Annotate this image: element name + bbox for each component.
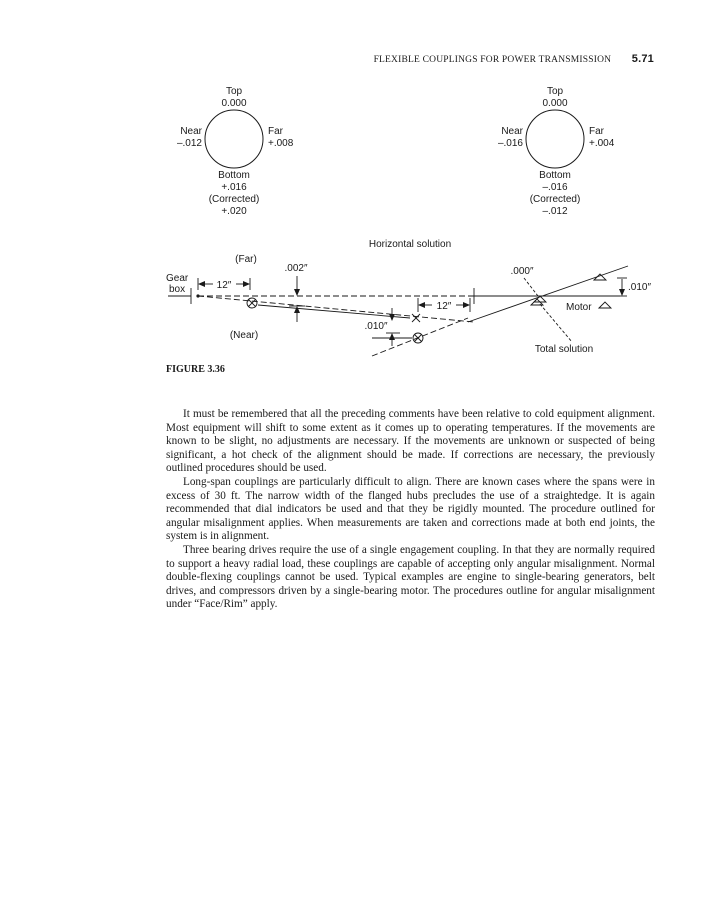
- far-label: (Far): [235, 254, 257, 265]
- figure-caption: FIGURE 3.36: [166, 364, 225, 375]
- dial-left-near-label: Near: [180, 126, 202, 137]
- dial-right-corrected-value: –.012: [542, 206, 568, 217]
- horizontal-solution-diagram: [166, 239, 651, 356]
- offset-002: .002″: [284, 263, 308, 274]
- gearbox-slope-line: [198, 296, 474, 322]
- coupling-cross: [412, 314, 420, 322]
- dial-right-near-label: Near: [501, 126, 523, 137]
- indicator-marker-left: [247, 298, 257, 308]
- dial-right-bottom-value: –.016: [542, 182, 568, 193]
- dial-left-bottom-label: Bottom: [218, 170, 250, 181]
- near-slope-line: [258, 305, 410, 318]
- dial-right-top-value: 0.000: [542, 98, 568, 109]
- dial-right-top-label: Top: [546, 86, 564, 97]
- dial-left-far-value: +.008: [268, 138, 294, 149]
- offset-010-mid: .010″: [364, 321, 388, 332]
- paragraph-1: It must be remembered that all the preceding comments have been relative to cold equipment alignment. Most equipment will shift to some extent as it comes up to operating temperatures. If the movements are known to be slight, no adjustments are necessary. If the movements are unknown or suspected of being significant, a hot check of the alignment should be made. If corrections are necessary, the previously outlined procedures should be used.: [166, 408, 655, 475]
- dial-right-bottom-label: Bottom: [539, 170, 571, 181]
- dial-right-corrected-label: (Corrected): [529, 194, 581, 205]
- dial-left-circle: [205, 110, 263, 168]
- body-text: [166, 408, 655, 612]
- dial-left-near-value: –.012: [176, 138, 202, 149]
- dial-left-top-value: 0.000: [221, 98, 247, 109]
- motor-foot-rear: [599, 302, 611, 308]
- dial-right-near-value: –.016: [497, 138, 523, 149]
- dial-left-top-label: Top: [225, 86, 243, 97]
- dial-left-corrected-value: +.020: [221, 206, 247, 217]
- dial-left: [177, 86, 294, 217]
- figure-3-36: [0, 0, 718, 380]
- total-solution-label: Total solution: [534, 344, 594, 355]
- dial-right-far-value: +.004: [589, 138, 615, 149]
- dial-right-circle: [526, 110, 584, 168]
- gearbox-label-line2: box: [169, 284, 186, 295]
- gearbox-label-line1: Gear: [166, 273, 189, 284]
- dim-left-span: 12″: [216, 280, 232, 291]
- running-title: FLEXIBLE COUPLINGS FOR POWER TRANSMISSION: [373, 55, 612, 65]
- offset-000: .000″: [510, 266, 534, 277]
- paragraph-3: Three bearing drives require the use of a single engagement coupling. In that they are normally required to support a heavy radial load, these couplings are capable of accepting only angular misalignment. Normal double-flexing couplings cannot be used. Typical examples are engine to single-bearing generators, belt drives, and compressors driven by a single-bearing motor. The procedures outline for angular misalignment under “Face/Rim” apply.: [166, 543, 655, 611]
- dial-left-corrected-label: (Corrected): [208, 194, 260, 205]
- dial-left-bottom-value: +.016: [221, 182, 247, 193]
- dial-right: [498, 86, 615, 217]
- horizontal-solution-title: Horizontal solution: [368, 239, 452, 250]
- paragraph-2: Long-span couplings are particularly difficult to align. There are known cases where the spans were in excess of 30 ft. The narrow width of the flanged hubs precludes the use of a straightedge. It is again recommended that dial indicators be used and that they be rigidly mounted. The procedure outlined for angular misalignment applies. When measurements are taken and corrections made at both end joints, the system is in alignment.: [166, 475, 655, 543]
- page-number: 5.71: [631, 53, 654, 65]
- dial-left-far-label: Far: [268, 126, 283, 137]
- offset-000-leader: [524, 278, 538, 296]
- dim-mid-span: 12″: [436, 301, 452, 312]
- dial-right-far-label: Far: [589, 126, 604, 137]
- offset-010-right: .010″: [628, 282, 652, 293]
- motor-label: Motor: [566, 302, 592, 313]
- near-label: (Near): [229, 330, 259, 341]
